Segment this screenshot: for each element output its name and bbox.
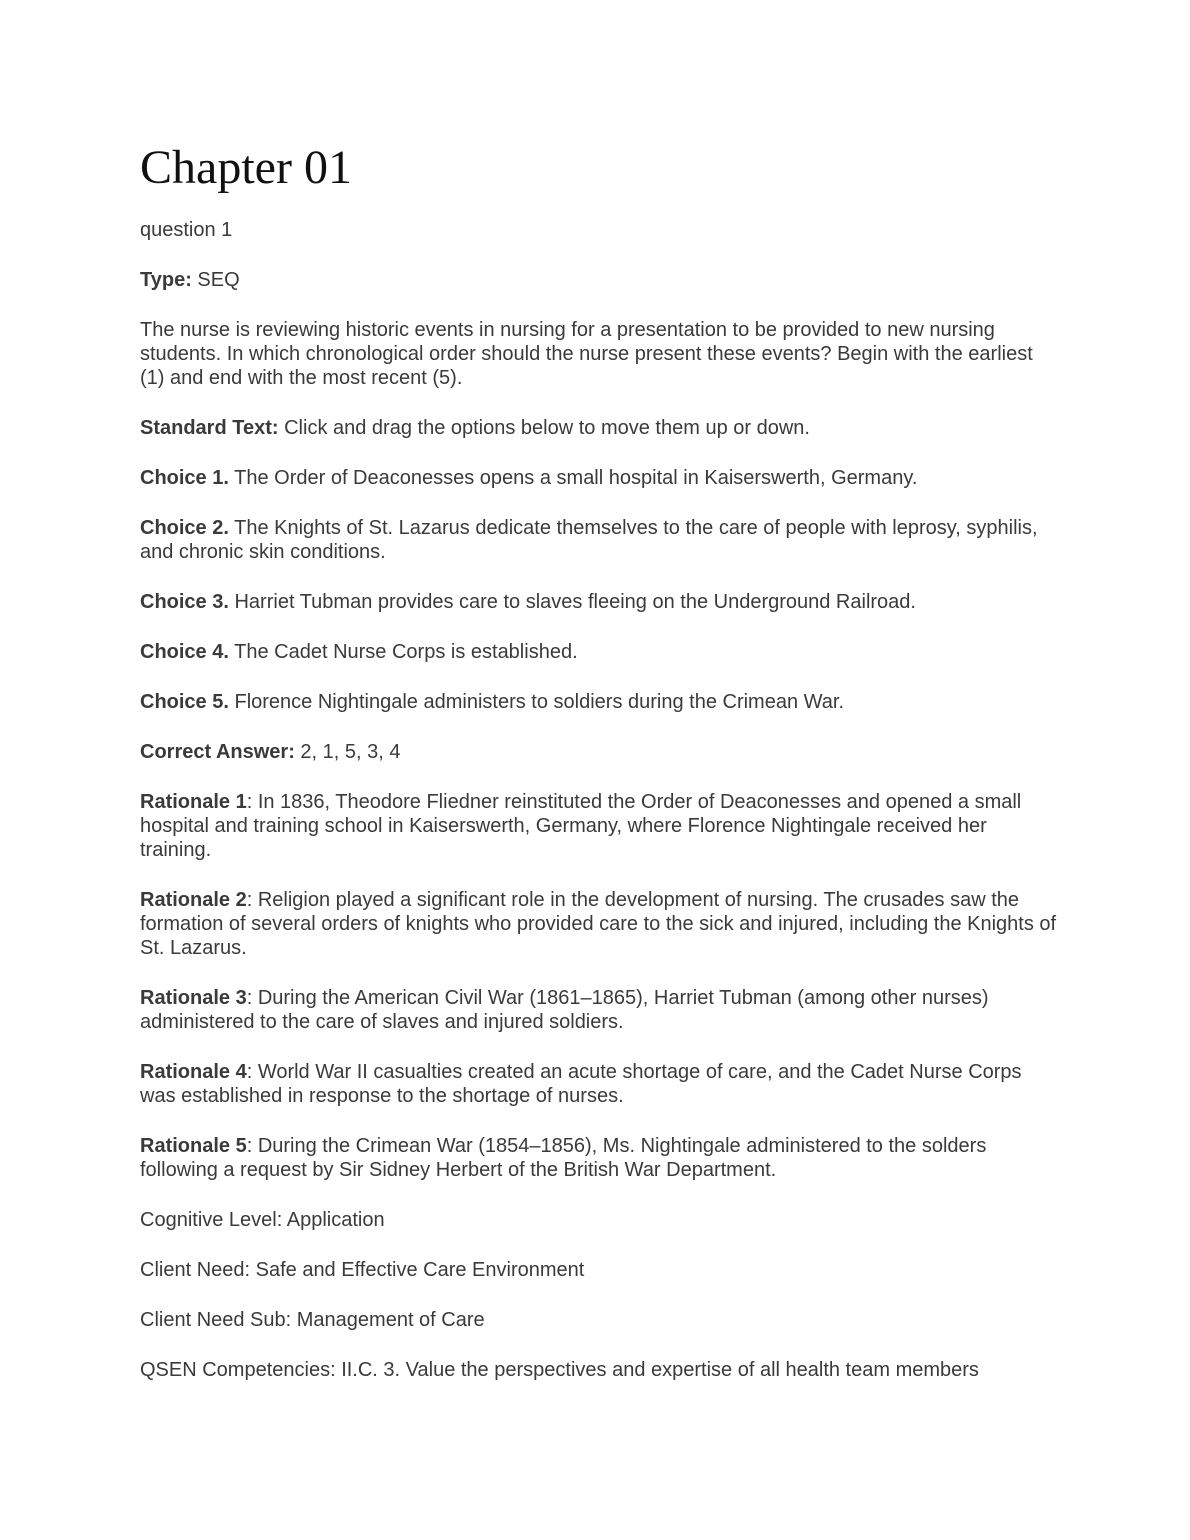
- rationale-4: [140, 1060, 1060, 1108]
- rationale-1: [140, 790, 1060, 862]
- choice-label: Choice 2.: [140, 517, 229, 539]
- question-type: [140, 268, 1060, 292]
- cognitive-level: Cognitive Level: Application: [140, 1209, 385, 1231]
- choice-text: The Cadet Nurse Corps is established.: [234, 641, 578, 663]
- document-page: [140, 138, 1060, 1408]
- correct-answer-label: Correct Answer:: [140, 741, 295, 763]
- rationale-text: : During the American Civil War (1861–1865), Harriet Tubman (among other nurses) administered to the care of slaves and injured soldiers.: [140, 987, 989, 1033]
- correct-answer-value: 2, 1, 5, 3, 4: [300, 741, 401, 763]
- rationale-label: Rationale 2: [140, 889, 247, 911]
- rationale-label: Rationale 5: [140, 1135, 247, 1157]
- standard-text: [140, 416, 1060, 440]
- choice-text: The Order of Deaconesses opens a small hospital in Kaiserswerth, Germany.: [234, 467, 918, 489]
- choice-text: Harriet Tubman provides care to slaves fleeing on the Underground Railroad.: [234, 591, 916, 613]
- qsen-competencies: QSEN Competencies: II.C. 3. Value the perspectives and expertise of all health team members: [140, 1359, 979, 1381]
- choice-text: The Knights of St. Lazarus dedicate themselves to the care of people with leprosy, syphilis, and chronic skin conditions.: [140, 517, 1038, 563]
- choice-label: Choice 1.: [140, 467, 229, 489]
- question-label: question 1: [140, 219, 233, 241]
- choice-2: [140, 516, 1060, 564]
- choice-3: [140, 590, 1060, 614]
- choice-1: [140, 466, 1060, 490]
- rationale-label: Rationale 1: [140, 791, 247, 813]
- type-label: Type:: [140, 269, 192, 291]
- standard-text-value: Click and drag the options below to move them up or down.: [284, 417, 810, 439]
- choice-4: [140, 640, 1060, 664]
- standard-text-label: Standard Text:: [140, 417, 279, 439]
- client-need-sub: Client Need Sub: Management of Care: [140, 1309, 485, 1331]
- rationale-text: : In 1836, Theodore Fliedner reinstituted the Order of Deaconesses and opened a small hospital and training school in Kaiserswerth, Germany, where Florence Nightingale received her training.: [140, 791, 1022, 861]
- choice-text: Florence Nightingale administers to soldiers during the Crimean War.: [234, 691, 845, 713]
- rationale-text: : World War II casualties created an acute shortage of care, and the Cadet Nurse Corps was established in response to the shortage of nurses.: [140, 1061, 1022, 1107]
- choice-label: Choice 5.: [140, 691, 229, 713]
- rationale-text: : During the Crimean War (1854–1856), Ms. Nightingale administered to the solders following a request by Sir Sidney Herbert of the British War Department.: [140, 1135, 987, 1181]
- rationale-2: [140, 888, 1060, 960]
- type-value: SEQ: [197, 269, 240, 291]
- chapter-title: Chapter 01: [140, 141, 352, 194]
- rationale-label: Rationale 4: [140, 1061, 247, 1083]
- correct-answer: [140, 740, 1060, 764]
- rationale-text: : Religion played a significant role in the development of nursing. The crusades saw the formation of several orders of knights who provided care to the sick and injured, including the Knights of St. Lazarus.: [140, 889, 1057, 959]
- choice-label: Choice 4.: [140, 641, 229, 663]
- choice-5: [140, 690, 1060, 714]
- question-stem: The nurse is reviewing historic events in nursing for a presentation to be provided to new nursing students. In which chronological order should the nurse present these events? Begin with the earliest (1) and end with the most recent (5).: [140, 319, 1033, 389]
- choice-label: Choice 3.: [140, 591, 229, 613]
- rationale-label: Rationale 3: [140, 987, 247, 1009]
- client-need: Client Need: Safe and Effective Care Environment: [140, 1259, 585, 1281]
- rationale-5: [140, 1134, 1060, 1182]
- rationale-3: [140, 986, 1060, 1034]
